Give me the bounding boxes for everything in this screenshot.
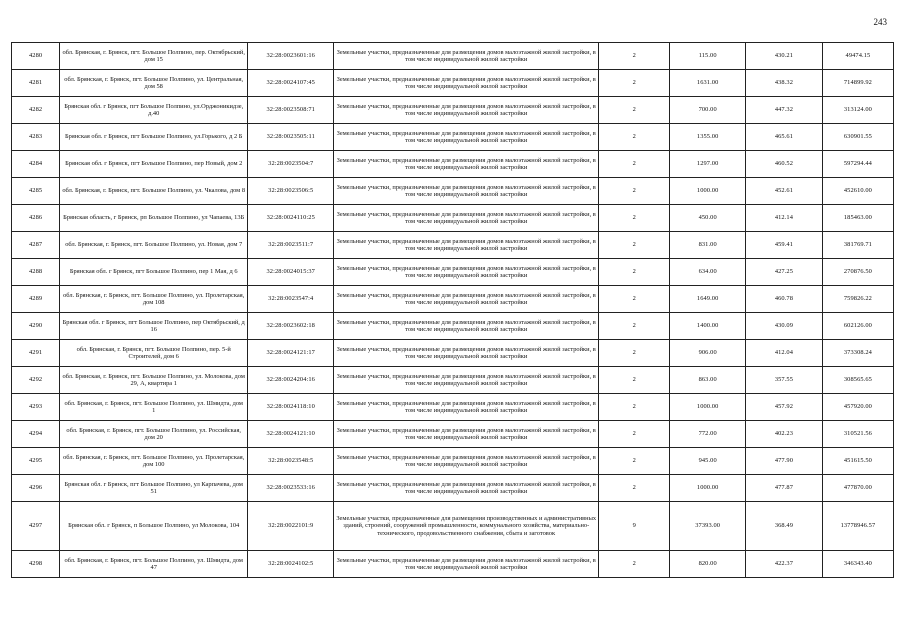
group-cell: 2: [599, 178, 670, 205]
cadastral-value-cell: 597294.44: [822, 151, 893, 178]
specific-value-cell: 427.25: [746, 259, 823, 286]
cadastral-value-cell: 381769.71: [822, 232, 893, 259]
table-row: [12, 448, 894, 475]
table-row: [12, 259, 894, 286]
group-cell: 2: [599, 475, 670, 502]
cadastral-number-cell: 32:28:0023533:16: [248, 475, 334, 502]
table-row: [12, 421, 894, 448]
area-cell: 1000.00: [670, 475, 746, 502]
row-id: 4284: [12, 151, 60, 178]
row-id: 4287: [12, 232, 60, 259]
address-cell: Брянская обл. г Брянск, пгт Большое Полпино, ул Карпачева, дом 51: [60, 475, 248, 502]
cadastral-value-table: [11, 42, 894, 578]
specific-value-cell: 452.61: [746, 178, 823, 205]
area-cell: 1355.00: [670, 124, 746, 151]
group-cell: 2: [599, 70, 670, 97]
cadastral-value-cell: 452610.00: [822, 178, 893, 205]
cadastral-value-cell: 270876.50: [822, 259, 893, 286]
row-id: 4286: [12, 205, 60, 232]
specific-value-cell: 357.55: [746, 367, 823, 394]
cadastral-number-cell: 32:28:0022101:9: [248, 502, 334, 551]
address-cell: Брянская обл. г Брянск, п Большое Полпино, ул Молокова, 104: [60, 502, 248, 551]
land-use-cell: Земельные участки, предназначенные для размещения домов малоэтажной жилой застройки, в том числе индивидуальной жилой застройки: [334, 70, 599, 97]
row-id: 4288: [12, 259, 60, 286]
cadastral-value-cell: 185463.00: [822, 205, 893, 232]
land-use-cell: Земельные участки, предназначенные для размещения производственных и административных зданий, строений, сооружений промышленности, коммунального хозяйства, материально-технического, продовольственного снабжения, сбыта и заготовок: [334, 502, 599, 551]
group-cell: 2: [599, 340, 670, 367]
area-cell: 1297.00: [670, 151, 746, 178]
specific-value-cell: 447.32: [746, 97, 823, 124]
address-cell: обл. Брянская, г. Брянск, пгт. Большое Полпино, ул. Пролетарская, дом 100: [60, 448, 248, 475]
land-use-cell: Земельные участки, предназначенные для размещения домов малоэтажной жилой застройки, в том числе индивидуальной жилой застройки: [334, 367, 599, 394]
address-cell: Брянская обл. г Брянск, пгт Большое Полпино, пер Октябрьский, д 16: [60, 313, 248, 340]
cadastral-number-cell: 32:28:0023504:7: [248, 151, 334, 178]
area-cell: 700.00: [670, 97, 746, 124]
address-cell: обл. Брянская, г. Брянск, пгт. Большое Полпино, ул. Молокова, дом 29, А, квартира 1: [60, 367, 248, 394]
land-use-cell: Земельные участки, предназначенные для размещения домов малоэтажной жилой застройки, в том числе индивидуальной жилой застройки: [334, 97, 599, 124]
address-cell: Брянская обл. г Брянск, пгт Большое Полпино, ул.Горького, д 2 Б: [60, 124, 248, 151]
cadastral-number-cell: 32:28:0023505:11: [248, 124, 334, 151]
cadastral-number-cell: 32:28:0024107:45: [248, 70, 334, 97]
table-row: [12, 367, 894, 394]
table-row: [12, 124, 894, 151]
group-cell: 2: [599, 286, 670, 313]
cadastral-number-cell: 32:28:0023601:16: [248, 43, 334, 70]
land-use-cell: Земельные участки, предназначенные для размещения домов малоэтажной жилой застройки, в том числе индивидуальной жилой застройки: [334, 205, 599, 232]
group-cell: 2: [599, 205, 670, 232]
land-use-cell: Земельные участки, предназначенные для размещения домов малоэтажной жилой застройки, в том числе индивидуальной жилой застройки: [334, 124, 599, 151]
row-id: 4295: [12, 448, 60, 475]
cadastral-number-cell: 32:28:0023511:7: [248, 232, 334, 259]
land-use-cell: Земельные участки, предназначенные для размещения домов малоэтажной жилой застройки, в том числе индивидуальной жилой застройки: [334, 421, 599, 448]
cadastral-number-cell: 32:28:0023602:18: [248, 313, 334, 340]
group-cell: 2: [599, 232, 670, 259]
row-id: 4285: [12, 178, 60, 205]
table-row: [12, 205, 894, 232]
group-cell: 2: [599, 367, 670, 394]
area-cell: 906.00: [670, 340, 746, 367]
group-cell: 2: [599, 421, 670, 448]
row-id: 4296: [12, 475, 60, 502]
specific-value-cell: 457.92: [746, 394, 823, 421]
group-cell: 2: [599, 313, 670, 340]
table-row: [12, 70, 894, 97]
address-cell: обл. Брянская, г. Брянск, пгт. Большое Полпино, ул. Российская, дом 20: [60, 421, 248, 448]
specific-value-cell: 402.23: [746, 421, 823, 448]
table-body: [12, 43, 894, 578]
address-cell: Брянская обл. г Брянск, пгт Большое Полпино, ул.Орджоникидзе, д.40: [60, 97, 248, 124]
land-use-cell: Земельные участки, предназначенные для размещения домов малоэтажной жилой застройки, в том числе индивидуальной жилой застройки: [334, 475, 599, 502]
land-use-cell: Земельные участки, предназначенные для размещения домов малоэтажной жилой застройки, в том числе индивидуальной жилой застройки: [334, 340, 599, 367]
cadastral-value-cell: 457920.00: [822, 394, 893, 421]
table-row: [12, 340, 894, 367]
cadastral-value-cell: 602126.00: [822, 313, 893, 340]
land-use-cell: Земельные участки, предназначенные для размещения домов малоэтажной жилой застройки, в том числе индивидуальной жилой застройки: [334, 178, 599, 205]
area-cell: 1400.00: [670, 313, 746, 340]
address-cell: обл. Брянская, г. Брянск, пгт. Большое Полпино, ул. Шмидта, дом 47: [60, 551, 248, 578]
land-use-cell: Земельные участки, предназначенные для размещения домов малоэтажной жилой застройки, в том числе индивидуальной жилой застройки: [334, 394, 599, 421]
area-cell: 634.00: [670, 259, 746, 286]
cadastral-value-cell: 346343.40: [822, 551, 893, 578]
row-id: 4291: [12, 340, 60, 367]
specific-value-cell: 438.32: [746, 70, 823, 97]
area-cell: 820.00: [670, 551, 746, 578]
specific-value-cell: 412.14: [746, 205, 823, 232]
table-row: [12, 394, 894, 421]
address-cell: Брянская обл. г Брянск, пгт Большое Полпино, пер 1 Мая, д 6: [60, 259, 248, 286]
group-cell: 2: [599, 124, 670, 151]
area-cell: 831.00: [670, 232, 746, 259]
cadastral-value-cell: 308565.65: [822, 367, 893, 394]
land-use-cell: Земельные участки, предназначенные для размещения домов малоэтажной жилой застройки, в том числе индивидуальной жилой застройки: [334, 286, 599, 313]
cadastral-value-cell: 714899.92: [822, 70, 893, 97]
row-id: 4297: [12, 502, 60, 551]
cadastral-value-cell: 759826.22: [822, 286, 893, 313]
address-cell: обл. Брянская, г. Брянск, пгт. Большое Полпино, пер. 5-й Строителей, дом 6: [60, 340, 248, 367]
row-id: 4298: [12, 551, 60, 578]
land-use-cell: Земельные участки, предназначенные для размещения домов малоэтажной жилой застройки, в том числе индивидуальной жилой застройки: [334, 232, 599, 259]
specific-value-cell: 477.90: [746, 448, 823, 475]
address-cell: обл. Брянская, г. Брянск, пгт. Большое Полпино, пер. Октябрьский, дом 15: [60, 43, 248, 70]
group-cell: 2: [599, 259, 670, 286]
address-cell: Брянская обл. г Брянск, пгт Большое Полпино, пер Новый, дом 2: [60, 151, 248, 178]
area-cell: 772.00: [670, 421, 746, 448]
land-use-cell: Земельные участки, предназначенные для размещения домов малоэтажной жилой застройки, в том числе индивидуальной жилой застройки: [334, 151, 599, 178]
page-number: 243: [873, 17, 887, 27]
specific-value-cell: 477.87: [746, 475, 823, 502]
area-cell: 863.00: [670, 367, 746, 394]
area-cell: 1000.00: [670, 394, 746, 421]
table-row: [12, 232, 894, 259]
table-row: [12, 178, 894, 205]
area-cell: 1631.00: [670, 70, 746, 97]
cadastral-value-cell: 373308.24: [822, 340, 893, 367]
address-cell: обл. Брянская, г. Брянск, пгт. Большое Полпино, ул. Чкалова, дом 8: [60, 178, 248, 205]
area-cell: 945.00: [670, 448, 746, 475]
group-cell: 9: [599, 502, 670, 551]
cadastral-number-cell: 32:28:0023508:71: [248, 97, 334, 124]
area-cell: 1000.00: [670, 178, 746, 205]
row-id: 4281: [12, 70, 60, 97]
cadastral-number-cell: 32:28:0024102:5: [248, 551, 334, 578]
land-use-cell: Земельные участки, предназначенные для размещения домов малоэтажной жилой застройки, в том числе индивидуальной жилой застройки: [334, 551, 599, 578]
group-cell: 2: [599, 43, 670, 70]
cadastral-value-cell: 13778946.57: [822, 502, 893, 551]
cadastral-value-cell: 49474.15: [822, 43, 893, 70]
area-cell: 115.00: [670, 43, 746, 70]
row-id: 4292: [12, 367, 60, 394]
cadastral-number-cell: 32:28:0024204:16: [248, 367, 334, 394]
cadastral-number-cell: 32:28:0023506:5: [248, 178, 334, 205]
group-cell: 2: [599, 394, 670, 421]
cadastral-value-cell: 477870.00: [822, 475, 893, 502]
cadastral-number-cell: 32:28:0024121:10: [248, 421, 334, 448]
cadastral-number-cell: 32:28:0024015:37: [248, 259, 334, 286]
specific-value-cell: 430.09: [746, 313, 823, 340]
specific-value-cell: 368.49: [746, 502, 823, 551]
land-use-cell: Земельные участки, предназначенные для размещения домов малоэтажной жилой застройки, в том числе индивидуальной жилой застройки: [334, 43, 599, 70]
address-cell: обл. Брянская, г. Брянск, пгт. Большое Полпино, ул. Новая, дом 7: [60, 232, 248, 259]
cadastral-number-cell: 32:28:0023548:5: [248, 448, 334, 475]
land-use-cell: Земельные участки, предназначенные для размещения домов малоэтажной жилой застройки, в том числе индивидуальной жилой застройки: [334, 448, 599, 475]
cadastral-value-cell: 451615.50: [822, 448, 893, 475]
cadastral-number-cell: 32:28:0024110:25: [248, 205, 334, 232]
row-id: 4282: [12, 97, 60, 124]
area-cell: 450.00: [670, 205, 746, 232]
row-id: 4290: [12, 313, 60, 340]
table-row: [12, 43, 894, 70]
land-use-cell: Земельные участки, предназначенные для размещения домов малоэтажной жилой застройки, в том числе индивидуальной жилой застройки: [334, 313, 599, 340]
address-cell: обл. Брянская, г. Брянск, пгт. Большое Полпино, ул. Центральная, дом 58: [60, 70, 248, 97]
table-row: [12, 97, 894, 124]
group-cell: 2: [599, 551, 670, 578]
specific-value-cell: 465.61: [746, 124, 823, 151]
row-id: 4294: [12, 421, 60, 448]
cadastral-value-cell: 310521.56: [822, 421, 893, 448]
cadastral-number-cell: 32:28:0024121:17: [248, 340, 334, 367]
table-row: [12, 286, 894, 313]
cadastral-value-cell: 313124.00: [822, 97, 893, 124]
row-id: 4289: [12, 286, 60, 313]
row-id: 4283: [12, 124, 60, 151]
specific-value-cell: 412.04: [746, 340, 823, 367]
table-row: [12, 313, 894, 340]
address-cell: обл. Брянская, г. Брянск, пгт. Большое Полпино, ул. Пролетарская, дом 108: [60, 286, 248, 313]
specific-value-cell: 460.78: [746, 286, 823, 313]
row-id: 4293: [12, 394, 60, 421]
area-cell: 37393.00: [670, 502, 746, 551]
group-cell: 2: [599, 151, 670, 178]
land-use-cell: Земельные участки, предназначенные для размещения домов малоэтажной жилой застройки, в том числе индивидуальной жилой застройки: [334, 259, 599, 286]
table-row: [12, 502, 894, 551]
table-row: [12, 475, 894, 502]
group-cell: 2: [599, 448, 670, 475]
specific-value-cell: 422.37: [746, 551, 823, 578]
specific-value-cell: 460.52: [746, 151, 823, 178]
table-row: [12, 551, 894, 578]
address-cell: Брянская область, г Брянск, рп Большое Полпино, ул Чапаева, 13Б: [60, 205, 248, 232]
cadastral-number-cell: 32:28:0024118:10: [248, 394, 334, 421]
specific-value-cell: 459.41: [746, 232, 823, 259]
row-id: 4280: [12, 43, 60, 70]
area-cell: 1649.00: [670, 286, 746, 313]
cadastral-value-cell: 630901.55: [822, 124, 893, 151]
table-row: [12, 151, 894, 178]
specific-value-cell: 430.21: [746, 43, 823, 70]
address-cell: обл. Брянская, г. Брянск, пгт. Большое Полпино, ул. Шмидта, дом 1: [60, 394, 248, 421]
group-cell: 2: [599, 97, 670, 124]
cadastral-number-cell: 32:28:0023547:4: [248, 286, 334, 313]
